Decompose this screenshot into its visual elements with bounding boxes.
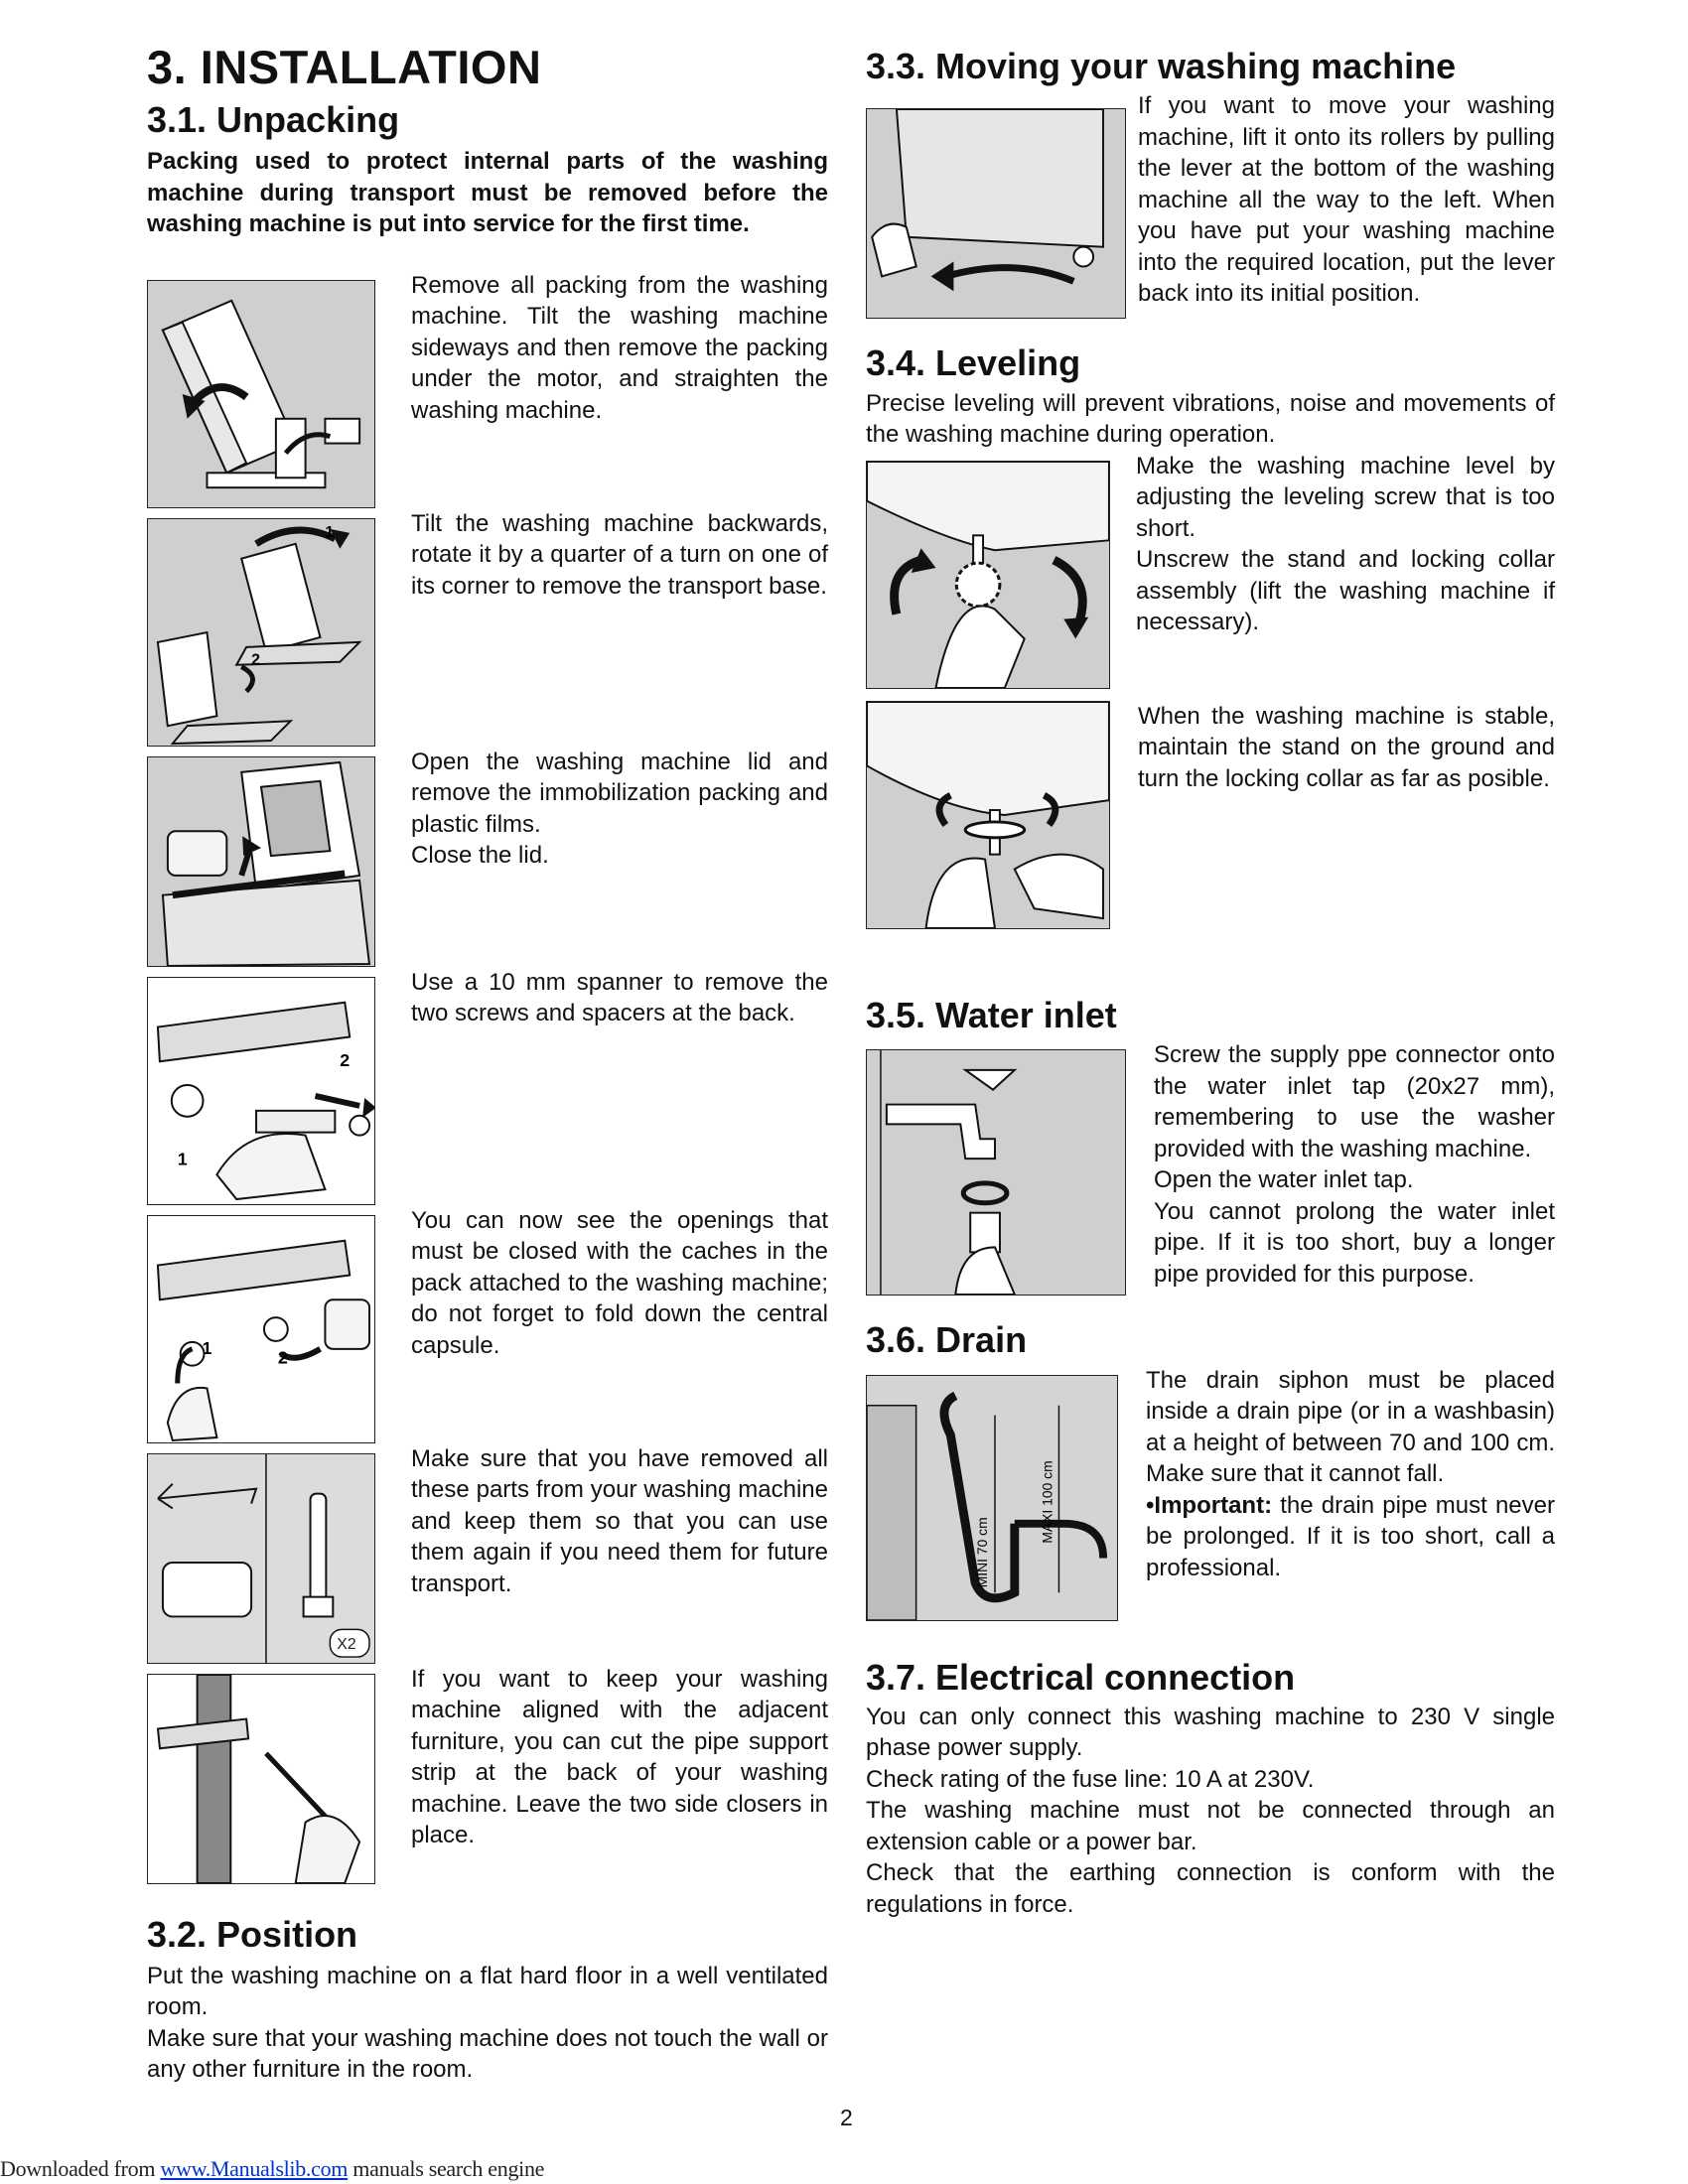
unpacking-step-6-text: Make sure that you have removed all these parts from your washing machine and keep them so that you can use them again if you need them for future transport. xyxy=(411,1444,828,1597)
leveling-block-2 xyxy=(866,701,1555,929)
download-footer-prefix: Downloaded from xyxy=(0,2156,161,2181)
figure-label-2: 2 xyxy=(340,1049,351,1070)
figure-label-2: 2 xyxy=(277,1347,288,1368)
water-inlet-text-2: Open the water inlet tap. xyxy=(1154,1166,1414,1194)
right-column xyxy=(866,40,1555,1920)
leveling-text-2: When the washing machine is stable, maintain the stand on the ground and turn the locking collar as far as posible. xyxy=(1138,702,1555,792)
moving-text: If you want to move your washing machine, lift it onto its rollers by pulling the lever at the bottom of the washing machine all the way to the left. When you have put your washing machine into the required location, put the lever back into its initial position. xyxy=(1138,92,1555,308)
tilt-backwards-figure xyxy=(147,518,375,747)
locking-collar-figure xyxy=(866,701,1110,929)
drain-important xyxy=(1146,1490,1555,1584)
moving-block xyxy=(866,90,1555,319)
section-position-heading: 3.2. Position xyxy=(147,1913,358,1955)
unpacking-step-3 xyxy=(147,748,828,967)
figure-label-1: 1 xyxy=(325,523,335,541)
unpacking-intro: Packing used to protect internal parts of the washing machine during transport must be removed before the washing machine is put into service for the first time. xyxy=(147,148,828,238)
figure-label-2: 2 xyxy=(251,651,260,669)
open-lid-figure xyxy=(147,756,375,967)
electrical-text-2: Check rating of the fuse line: 10 A at 230V. xyxy=(866,1765,1315,1793)
water-inlet-text-3: You cannot prolong the water inlet pipe. If it is too short, buy a longer pipe provided for this purpose. xyxy=(1154,1197,1555,1288)
drain-block xyxy=(866,1365,1555,1621)
electrical-text-3: The washing machine must not be connected through an extension cable or a power bar. xyxy=(866,1797,1555,1855)
moving-lever-figure xyxy=(866,108,1126,319)
water-inlet-text-1: Screw the supply ppe connector onto the water inlet tap (20x27 mm), remembering to use the washer provided with the washing machine. xyxy=(1154,1041,1555,1162)
remove-screws-figure xyxy=(147,977,375,1205)
unpacking-step-7 xyxy=(147,1665,828,1884)
removed-parts-figure xyxy=(147,1453,375,1664)
unpacking-step-5 xyxy=(147,1206,828,1443)
leveling-screw-figure xyxy=(866,461,1110,689)
unpacking-step-6 xyxy=(147,1444,828,1664)
unpacking-step-2 xyxy=(147,509,828,747)
drain-text-1: The drain siphon must be placed inside a drain pipe (or in a washbasin) at a height of between 70 and 100 cm. Make sure that it cannot fall. xyxy=(1146,1366,1555,1488)
drain-siphon-figure xyxy=(866,1375,1118,1621)
download-footer xyxy=(0,2156,544,2182)
section-unpacking-heading: 3.1. Unpacking xyxy=(147,98,400,140)
position-text-1: Put the washing machine on a flat hard floor in a well ventilated room. xyxy=(147,1962,828,2021)
water-tap-figure xyxy=(866,1049,1126,1296)
unpacking-step-2-text: Tilt the washing machine backwards, rotate it by a quarter of a turn on one of its corner to remove the transport base. xyxy=(411,509,828,600)
download-footer-tagline: manuals search engine xyxy=(348,2156,545,2181)
unpacking-step-4-text: Use a 10 mm spanner to remove the two screws and spacers at the back. xyxy=(411,968,828,1027)
unpacking-step-1-text: Remove all packing from the washing machine. Tilt the washing machine sideways and then remove the packing under the motor, and straighten the washing machine. xyxy=(411,271,828,424)
unpacking-step-5-text: You can now see the openings that must be closed with the caches in the pack attached to the washing machine; do not forget to fold down the central capsule. xyxy=(411,1206,828,1359)
electrical-text-1: You can only connect this washing machine to 230 V single phase power supply. xyxy=(866,1703,1555,1762)
unpacking-step-7-text: If you want to keep your washing machine aligned with the adjacent furniture, you can cut the pipe support strip at the back of your washing machine. Leave the two side closers in place. xyxy=(411,1665,828,1849)
drain-important-text: the drain pipe must never be prolonged. If it is too short, call a professional. xyxy=(1146,1491,1555,1581)
drain-maxi-height-label: MAXI 100 cm xyxy=(1039,1459,1055,1544)
section-leveling-heading: 3.4. Leveling xyxy=(866,342,1081,384)
figure-label-1: 1 xyxy=(177,1148,188,1168)
section-water-inlet-heading: 3.5. Water inlet xyxy=(866,994,1117,1035)
unpacking-step-1 xyxy=(147,271,828,508)
section-electrical-heading: 3.7. Electrical connection xyxy=(866,1656,1296,1698)
leveling-text-1b: Unscrew the stand and locking collar assembly (lift the washing machine if necessary). xyxy=(1136,546,1555,636)
leveling-intro: Precise leveling will prevent vibrations, noise and movements of the washing machine during operation. xyxy=(866,389,1555,449)
leveling-block-1 xyxy=(866,451,1555,689)
position-text-2: Make sure that your washing machine does not touch the wall or any other furniture in the room. xyxy=(147,2024,828,2084)
electrical-text-4: Check that the earthing connection is conform with the regulations in force. xyxy=(866,1859,1555,1918)
water-inlet-block xyxy=(866,1039,1555,1296)
quantity-label-x2: X2 xyxy=(337,1635,356,1653)
drain-important-label: •Important: xyxy=(1146,1491,1273,1519)
section-moving-heading: 3.3. Moving your washing machine xyxy=(866,46,1457,86)
tilt-sideways-figure xyxy=(147,280,375,508)
leveling-text-1a: Make the washing machine level by adjusting the leveling screw that is too short. xyxy=(1136,452,1555,542)
left-column xyxy=(147,40,828,2086)
section-drain-heading: 3.6. Drain xyxy=(866,1319,1028,1361)
fit-caches-figure xyxy=(147,1215,375,1443)
page-title: 3. INSTALLATION xyxy=(147,41,542,93)
unpacking-step-3-close-lid: Close the lid. xyxy=(411,842,549,870)
page-number: 2 xyxy=(840,2105,853,2130)
unpacking-step-3-text: Open the washing machine lid and remove the immobilization packing and plastic films. xyxy=(411,748,828,838)
manualslib-link[interactable]: www.Manualslib.com xyxy=(160,2156,349,2181)
unpacking-step-4 xyxy=(147,968,828,1205)
drain-mini-height-label: MINI 70 cm xyxy=(974,1516,991,1587)
figure-label-1: 1 xyxy=(202,1337,212,1358)
cut-support-strip-figure xyxy=(147,1674,375,1884)
